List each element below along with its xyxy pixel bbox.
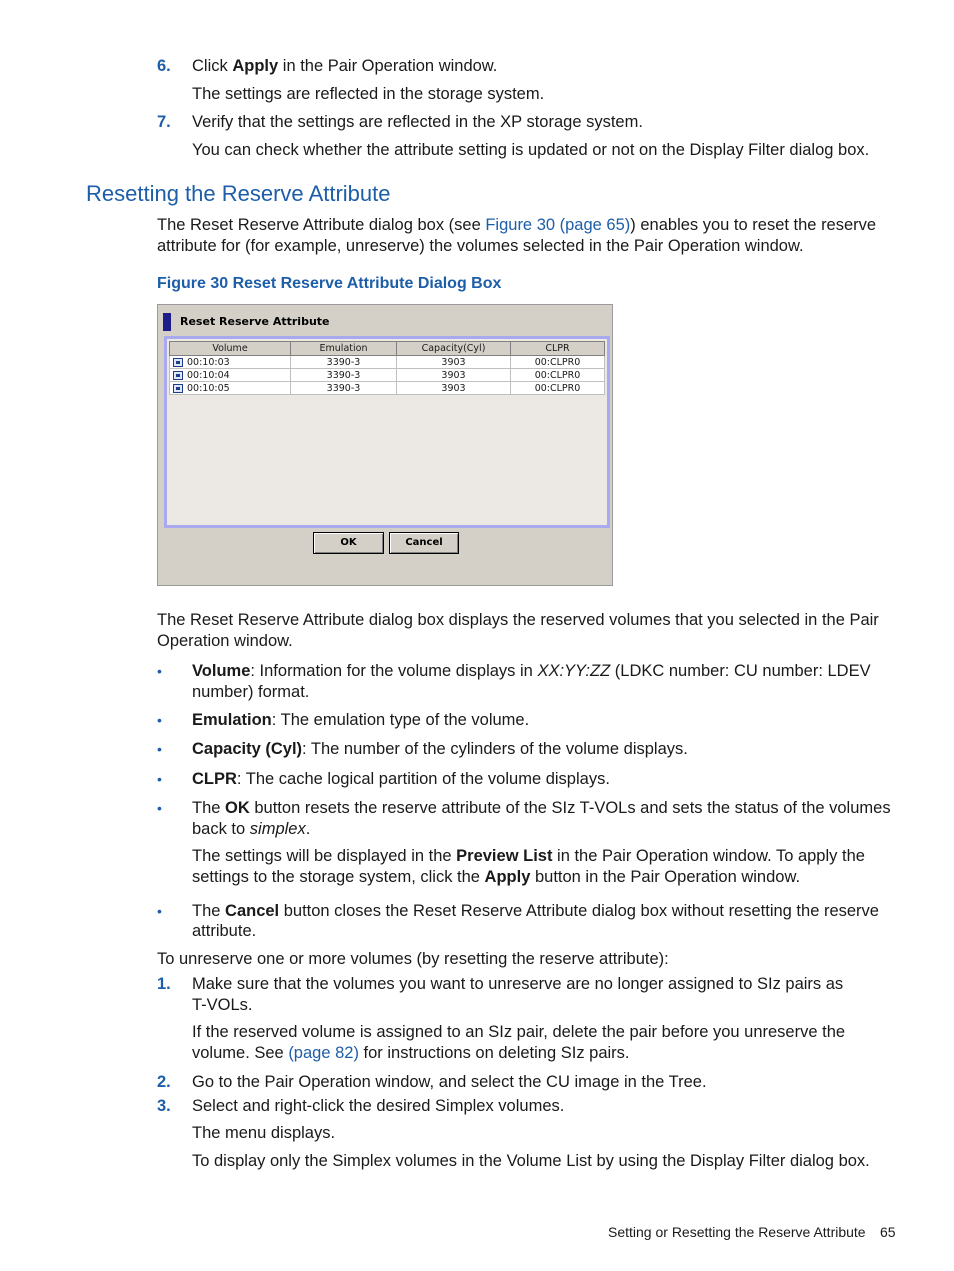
bullet-volume: Volume: Information for the volume displays in XX:YY:ZZ (LDKC number: CU number: LDEV bbox=[192, 662, 871, 680]
dialog-title: Reset Reserve Attribute bbox=[180, 315, 330, 328]
bullet-ok-note-line-1: The settings will be displayed in the Preview List in the Pair Operation window. To apply the bbox=[192, 847, 865, 865]
bullet-ok-line-2: back to simplex. bbox=[192, 820, 311, 838]
title-bar-marker bbox=[163, 313, 171, 331]
emulation-cell: 3390-3 bbox=[291, 369, 397, 382]
section-heading: Resetting the Reserve Attribute bbox=[86, 181, 391, 206]
step-3-sub-2: To display only the Simplex volumes in the Volume List by using the Display Filter dialog box. bbox=[192, 1152, 870, 1170]
step-1-sub-line-1: If the reserved volume is assigned to an SIz pair, delete the pair before you unreserve the bbox=[192, 1023, 846, 1041]
clpr-cell: 00:CLPR0 bbox=[511, 369, 605, 382]
clpr-cell: 00:CLPR0 bbox=[511, 382, 605, 395]
unreserve-intro: To unreserve one or more volumes (by resetting the reserve attribute): bbox=[157, 950, 669, 968]
bullet-marker: • bbox=[157, 903, 162, 919]
capacity-cell: 3903 bbox=[397, 382, 511, 395]
volume-cell: 00:10:04 bbox=[170, 369, 291, 382]
column-header-volume[interactable]: Volume bbox=[170, 342, 291, 356]
bullet-ok: The OK button resets the reserve attribute of the SIz T-VOLs and sets the status of the volumes bbox=[192, 799, 891, 817]
step-1-line-2: T-VOLs. bbox=[192, 996, 253, 1014]
figure-caption: Figure 30 Reset Reserve Attribute Dialog Box bbox=[157, 275, 502, 292]
bullet-marker: • bbox=[157, 663, 162, 679]
volume-table bbox=[169, 341, 605, 395]
step-1-sub-line-2: volume. See (page 82) for instructions on deleting SIz pairs. bbox=[192, 1044, 630, 1062]
step-number: 1. bbox=[157, 975, 171, 993]
step-2-text: Go to the Pair Operation window, and select the CU image in the Tree. bbox=[192, 1073, 707, 1091]
volume-icon bbox=[173, 384, 183, 393]
table-row[interactable] bbox=[170, 369, 605, 382]
description-line-2: Operation window. bbox=[157, 632, 293, 650]
volume-icon bbox=[173, 358, 183, 367]
bullet-volume-line-2: number) format. bbox=[192, 683, 310, 701]
step-7-sub: You can check whether the attribute setting is updated or not on the Display Filter dialog box. bbox=[192, 141, 870, 159]
volume-icon bbox=[173, 371, 183, 380]
step-7-text: Verify that the settings are reflected in the XP storage system. bbox=[192, 113, 643, 131]
step-number: 2. bbox=[157, 1073, 171, 1091]
bullet-cancel-line-2: attribute. bbox=[192, 922, 257, 940]
step-number: 7. bbox=[157, 113, 171, 131]
table-row[interactable] bbox=[170, 382, 605, 395]
column-header-capacity[interactable]: Capacity(Cyl) bbox=[397, 342, 511, 356]
step-6-text: Click Apply in the Pair Operation window. bbox=[192, 57, 498, 75]
cancel-button[interactable]: Cancel bbox=[389, 532, 459, 554]
step-3-sub-1: The menu displays. bbox=[192, 1124, 336, 1142]
bullet-cancel: The Cancel button closes the Reset Reserve Attribute dialog box without resetting the reserve bbox=[192, 902, 879, 920]
bullet-marker: • bbox=[157, 712, 162, 728]
step-6-sub: The settings are reflected in the storage system. bbox=[192, 85, 545, 103]
table-header-row bbox=[170, 342, 605, 356]
column-header-emulation[interactable]: Emulation bbox=[291, 342, 397, 356]
ok-button[interactable]: OK bbox=[313, 532, 384, 554]
step-1-line-1: Make sure that the volumes you want to unreserve are no longer assigned to SIz pairs as bbox=[192, 975, 844, 993]
figure-30-link[interactable]: Figure 30 (page 65) bbox=[485, 216, 631, 234]
volume-cell: 00:10:05 bbox=[170, 382, 291, 395]
bullet-marker: • bbox=[157, 741, 162, 757]
bullet-capacity: Capacity (Cyl): The number of the cylinders of the volume displays. bbox=[192, 740, 688, 758]
emulation-cell: 3390-3 bbox=[291, 356, 397, 369]
reset-reserve-attribute-dialog bbox=[157, 304, 613, 586]
intro-line-1: The Reset Reserve Attribute dialog box (see Figure 30 (page 65)) enables you to reset the reserve bbox=[157, 216, 877, 234]
bullet-marker: • bbox=[157, 771, 162, 787]
step-3-text: Select and right-click the desired Simplex volumes. bbox=[192, 1097, 565, 1115]
bullet-ok-note-line-2: settings to the storage system, click the Apply button in the Pair Operation window. bbox=[192, 868, 801, 886]
capacity-cell: 3903 bbox=[397, 369, 511, 382]
bullet-marker: • bbox=[157, 800, 162, 816]
bullet-emulation: Emulation: The emulation type of the volume. bbox=[192, 711, 530, 729]
clpr-cell: 00:CLPR0 bbox=[511, 356, 605, 369]
step-number: 3. bbox=[157, 1097, 171, 1115]
step-number: 6. bbox=[157, 57, 171, 75]
footer-title: Setting or Resetting the Reserve Attribute bbox=[608, 1224, 866, 1240]
bullet-clpr: CLPR: The cache logical partition of the volume displays. bbox=[192, 770, 610, 788]
volume-list-frame bbox=[164, 336, 610, 528]
capacity-cell: 3903 bbox=[397, 356, 511, 369]
emulation-cell: 3390-3 bbox=[291, 382, 397, 395]
page-number: 65 bbox=[880, 1224, 896, 1240]
description-line-1: The Reset Reserve Attribute dialog box displays the reserved volumes that you selected in the Pair bbox=[157, 611, 879, 629]
page-82-link[interactable]: (page 82) bbox=[288, 1044, 359, 1062]
volume-cell: 00:10:03 bbox=[170, 356, 291, 369]
column-header-clpr[interactable]: CLPR bbox=[511, 342, 605, 356]
table-row[interactable] bbox=[170, 356, 605, 369]
intro-line-2: attribute for (for example, unreserve) the volumes selected in the Pair Operation window. bbox=[157, 237, 804, 255]
